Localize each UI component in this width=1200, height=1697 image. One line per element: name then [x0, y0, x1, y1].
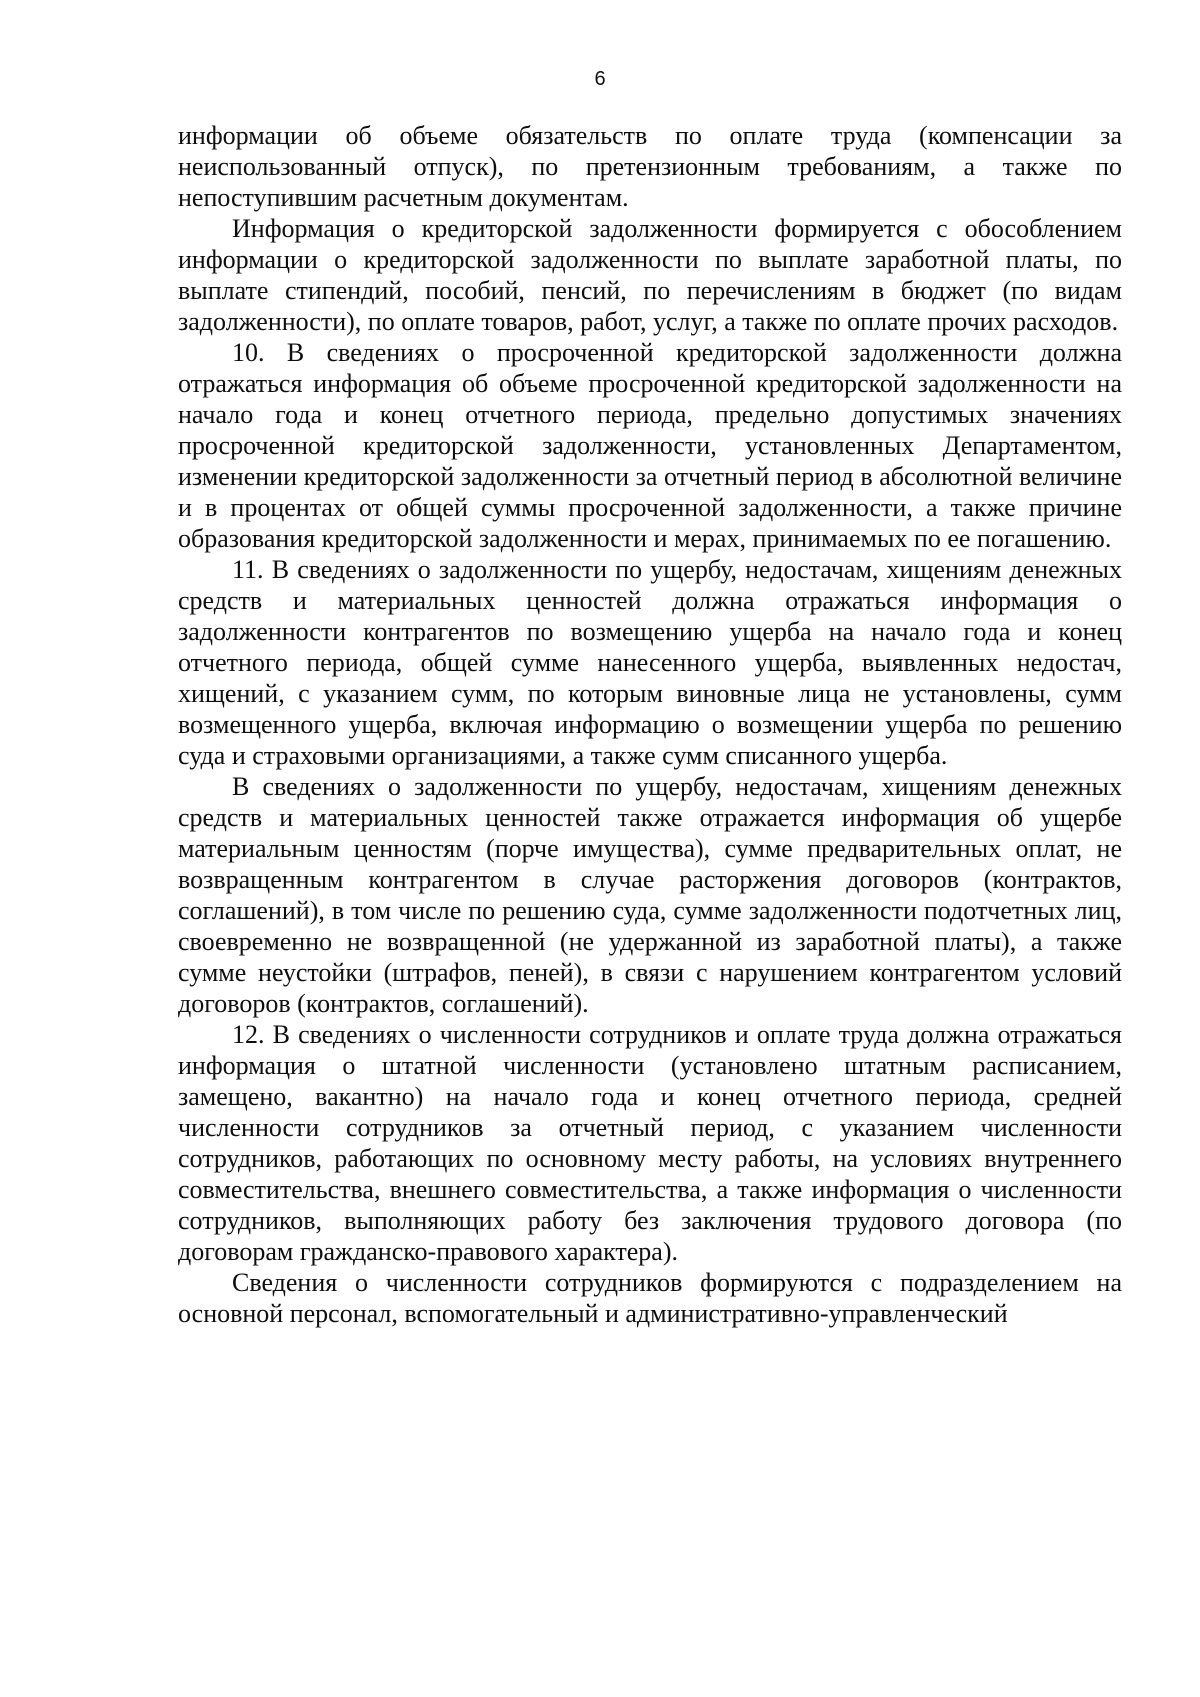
paragraph-creditor-info: Информация о кредиторской задолженности формируется с обособлением информации о кредиторской задолженности по выплате заработной платы, по выплате стипендий, пособий, пенсий, по перечислениям в бюджет (по видам задолженности), по оплате товаров, работ, услуг, а также по оплате прочих расходов.	[178, 214, 1122, 336]
paragraph-item-11: 11. В сведениях о задолженности по ущербу, недостачам, хищениям денежных средств и материальных ценностей должна отражаться информация о задолженности контрагентов по возмещению ущерба на начало года и конец отчетного периода, общей сумме нанесенного ущерба, выявленных недостач, хищений, с указанием сумм, по которым виновные лица не установлены, сумм возмещенного ущерба, включая информацию о возмещении ущерба по решению суда и страховыми организациями, а также сумм списанного ущерба.	[178, 555, 1122, 770]
paragraph-item-10: 10. В сведениях о просроченной кредиторской задолженности должна отражаться информация об объеме просроченной кредиторской задолженности на начало года и конец отчетного периода, предельно допустимых значениях просроченной кредиторской задолженности, установленных Департаментом, изменении кредиторской задолженности за отчетный период в абсолютной величине и в процентах от общей суммы просроченной задолженности, а также причине образования кредиторской задолженности и мерах, принимаемых по ее погашению.	[178, 338, 1122, 553]
paragraph-damage-info: В сведениях о задолженности по ущербу, недостачам, хищениям денежных средств и материальных ценностей также отражается информация об ущербе материальным ценностям (порче имущества), сумме предварительных оплат, не возвращенным контрагентом в случае расторжения договоров (контрактов, соглашений), в том числе по решению суда, сумме задолженности подотчетных лиц, своевременно не возвращенной (не удержанной из заработной платы), а также сумме неустойки (штрафов, пеней), в связи с нарушением контрагентом условий договоров (контрактов, соглашений).	[178, 772, 1122, 1018]
paragraph-item-12: 12. В сведениях о численности сотрудников и оплате труда должна отражаться информация о штатной численности (установлено штатным расписанием, замещено, вакантно) на начало года и конец отчетного периода, средней численности сотрудников за отчетный период, с указанием численности сотрудников, работающих по основному месту работы, на условиях внутреннего совместительства, внешнего совместительства, а также информация о численности сотрудников, выполняющих работу без заключения трудового договора (по договорам гражданско-правового характера).	[178, 1020, 1122, 1266]
page-number: 6	[594, 68, 606, 90]
paragraph-staff-info: Сведения о численности сотрудников формируются с подразделением на основной персонал, вспомогательный и административно-управленческий	[178, 1268, 1122, 1328]
paragraph-continuation: информации об объеме обязательств по оплате труда (компенсации за неиспользованный отпуск), по претензионным требованиям, а также по непоступившим расчетным документам.	[178, 121, 1122, 212]
document-body	[178, 120, 1122, 1329]
